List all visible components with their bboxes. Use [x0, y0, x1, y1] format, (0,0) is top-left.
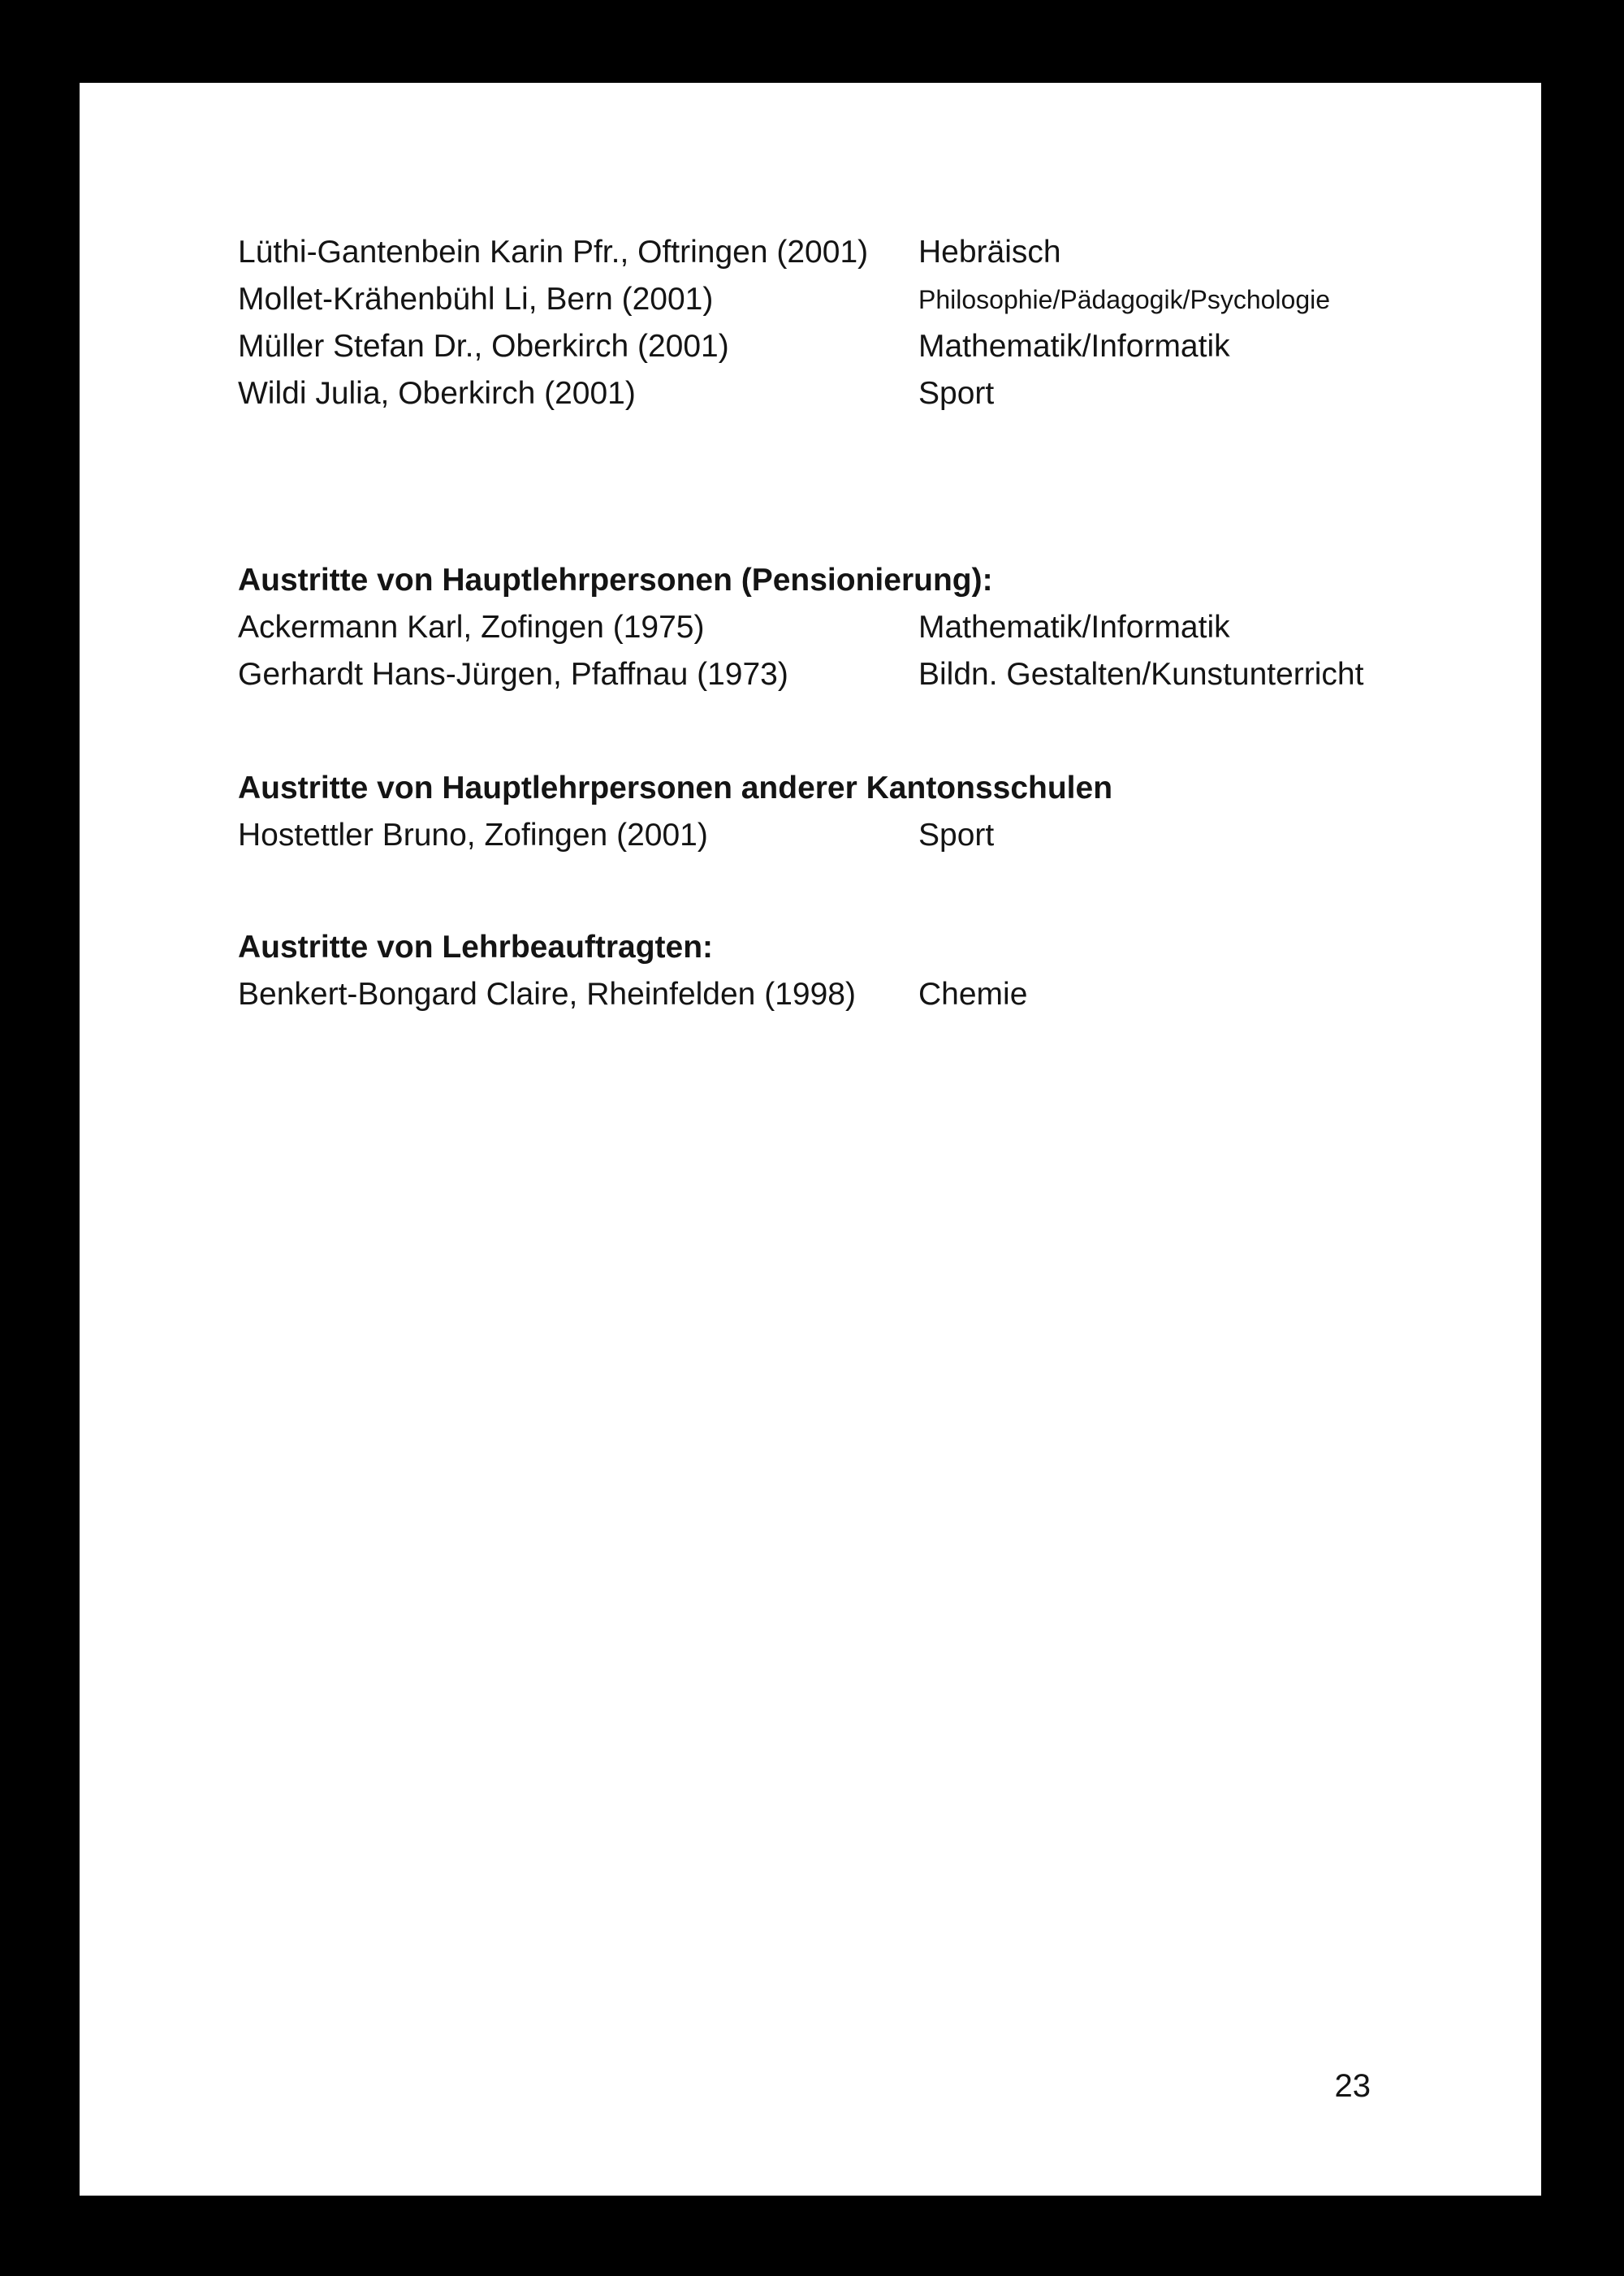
list-item	[238, 812, 1472, 859]
staff-subject: Chemie	[918, 977, 1028, 1012]
staff-name: Ackermann Karl, Zofingen (1975)	[238, 610, 705, 645]
staff-subject: Sport	[918, 818, 995, 853]
list-item	[238, 604, 1472, 651]
list-item	[238, 971, 1472, 1018]
staff-name: Benkert-Bongard Claire, Rheinfelden (1998)	[238, 977, 856, 1012]
section-heading-lecturers: Austritte von Lehrbeauftragten:	[238, 930, 714, 965]
list-item	[238, 323, 1472, 370]
staff-name: Gerhardt Hans-Jürgen, Pfaffnau (1973)	[238, 657, 788, 692]
section-heading-retirements: Austritte von Hauptlehrpersonen (Pensionierung):	[238, 563, 993, 598]
list-item	[238, 651, 1472, 698]
staff-subject: Hebräisch	[918, 235, 1061, 270]
staff-subject: Philosophie/Pädagogik/Psychologie	[918, 285, 1331, 314]
staff-subject: Sport	[918, 376, 995, 411]
staff-name: Müller Stefan Dr., Oberkirch (2001)	[238, 329, 729, 364]
list-item	[238, 229, 1472, 276]
list-item	[238, 370, 1472, 417]
staff-subject: Mathematik/Informatik	[918, 610, 1230, 645]
staff-subject: Mathematik/Informatik	[918, 329, 1230, 364]
document-page	[80, 83, 1541, 2196]
staff-name: Hostettler Bruno, Zofingen (2001)	[238, 818, 708, 853]
section-heading-other-schools: Austritte von Hauptlehrpersonen anderer Kantonsschulen	[238, 771, 1113, 805]
staff-subject: Bildn. Gestalten/Kunstunterricht	[918, 657, 1364, 692]
staff-name: Lüthi-Gantenbein Karin Pfr., Oftringen (2001)	[238, 235, 869, 270]
page-number: 23	[1334, 2068, 1371, 2104]
staff-name: Wildi Julia, Oberkirch (2001)	[238, 376, 636, 411]
staff-name: Mollet-Krähenbühl Li, Bern (2001)	[238, 282, 714, 317]
list-item	[238, 276, 1472, 323]
